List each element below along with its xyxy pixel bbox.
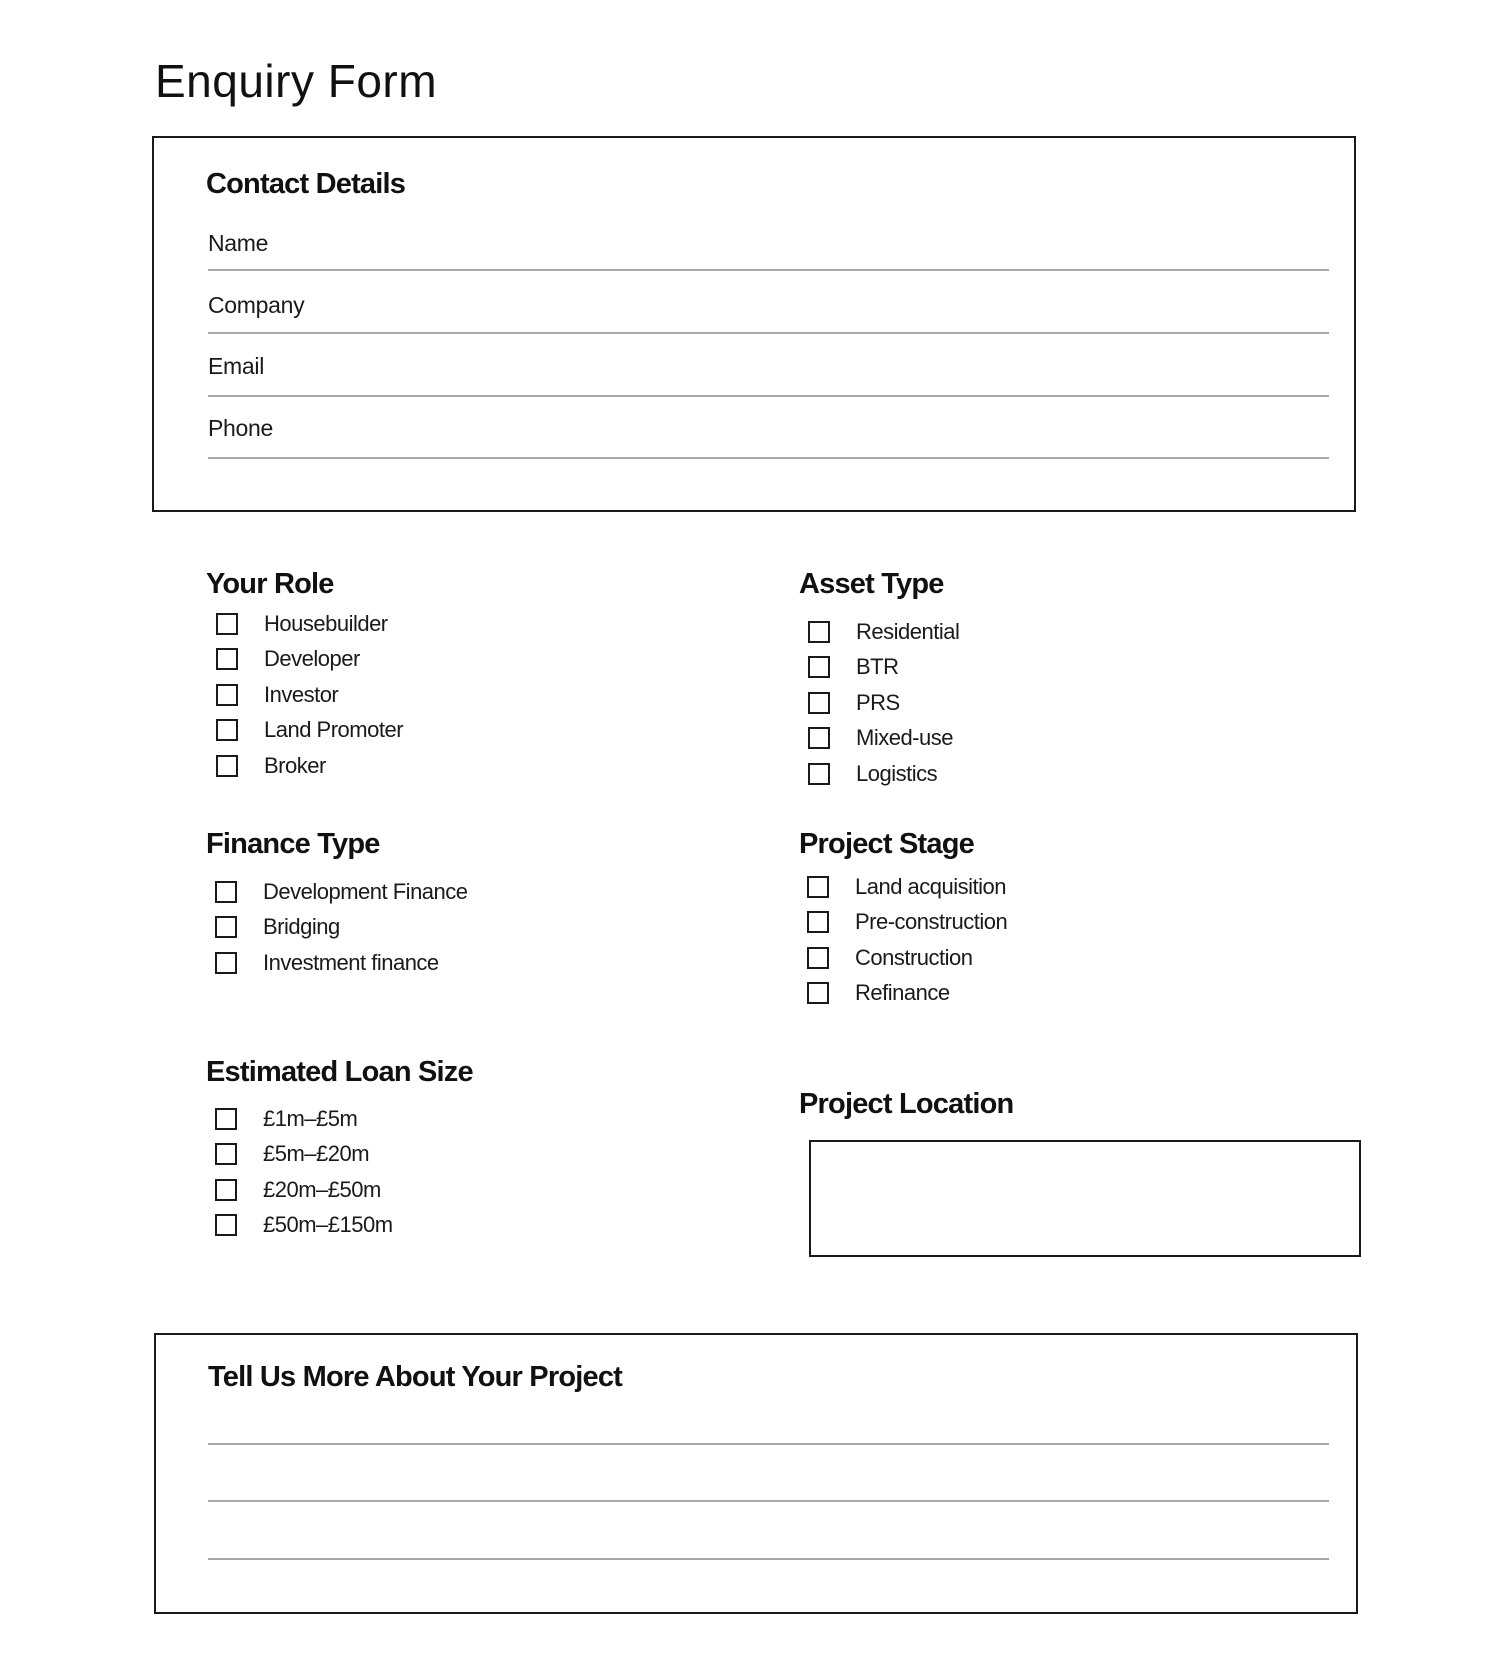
project-details-line-3[interactable] (208, 1558, 1329, 1560)
contact-details-heading: Contact Details (206, 168, 406, 200)
checkbox[interactable] (216, 719, 238, 741)
asset-option-btr[interactable] (808, 650, 959, 686)
option-label: Refinance (855, 980, 950, 1006)
company-label: Company (208, 292, 305, 318)
checkbox[interactable] (215, 916, 237, 938)
role-option-land-promoter[interactable] (216, 713, 403, 749)
option-label: PRS (856, 689, 900, 715)
option-label: £50m–£150m (263, 1212, 393, 1238)
finance-option-investment[interactable] (215, 945, 468, 981)
loan-size-heading: Estimated Loan Size (206, 1056, 473, 1088)
checkbox[interactable] (808, 656, 830, 678)
checkbox[interactable] (216, 755, 238, 777)
checkbox[interactable] (807, 911, 829, 933)
page-title: Enquiry Form (155, 55, 438, 107)
contact-details-panel (152, 136, 1356, 512)
project-location-heading: Project Location (799, 1088, 1014, 1120)
option-label: BTR (856, 654, 899, 680)
asset-type-options (808, 614, 959, 792)
finance-type-heading: Finance Type (206, 828, 380, 860)
option-label: Developer (264, 646, 360, 672)
checkbox[interactable] (807, 947, 829, 969)
finance-type-options (215, 874, 468, 981)
checkbox[interactable] (808, 727, 830, 749)
checkbox[interactable] (215, 952, 237, 974)
role-option-investor[interactable] (216, 677, 403, 713)
option-label: Housebuilder (264, 610, 388, 636)
role-option-broker[interactable] (216, 748, 403, 784)
role-option-housebuilder[interactable] (216, 606, 403, 642)
checkbox[interactable] (808, 763, 830, 785)
option-label: £20m–£50m (263, 1176, 381, 1202)
checkbox[interactable] (215, 1108, 237, 1130)
asset-type-heading: Asset Type (799, 568, 944, 600)
checkbox[interactable] (216, 684, 238, 706)
option-label: Development Finance (263, 878, 468, 904)
checkbox[interactable] (216, 613, 238, 635)
option-label: Bridging (263, 914, 340, 940)
your-role-heading: Your Role (206, 568, 334, 600)
option-label: Investor (264, 681, 339, 707)
stage-option-land-acquisition[interactable] (807, 869, 1007, 905)
email-label: Email (208, 353, 265, 379)
checkbox[interactable] (215, 881, 237, 903)
loan-option-20m-50m[interactable] (215, 1172, 393, 1208)
option-label: Construction (855, 944, 973, 970)
project-stage-options (807, 869, 1007, 1011)
checkbox[interactable] (807, 876, 829, 898)
project-details-line-2[interactable] (208, 1500, 1329, 1502)
loan-option-50m-150m[interactable] (215, 1208, 393, 1244)
checkbox[interactable] (808, 621, 830, 643)
option-label: Mixed-use (856, 725, 953, 751)
loan-size-options (215, 1101, 393, 1243)
checkbox[interactable] (807, 982, 829, 1004)
checkbox[interactable] (215, 1179, 237, 1201)
phone-field[interactable] (208, 457, 1329, 459)
checkbox[interactable] (215, 1214, 237, 1236)
option-label: £5m–£20m (263, 1141, 370, 1167)
asset-option-mixed-use[interactable] (808, 721, 959, 757)
option-label: Pre-construction (855, 909, 1008, 935)
stage-option-refinance[interactable] (807, 976, 1007, 1012)
loan-option-5m-20m[interactable] (215, 1137, 393, 1173)
asset-option-residential[interactable] (808, 614, 959, 650)
phone-label: Phone (208, 415, 274, 441)
project-location-input[interactable] (809, 1140, 1361, 1257)
option-label: Land acquisition (855, 873, 1007, 899)
option-label: £1m–£5m (263, 1105, 358, 1131)
checkbox[interactable] (216, 648, 238, 670)
checkbox[interactable] (215, 1143, 237, 1165)
option-label: Land Promoter (264, 717, 404, 743)
your-role-options (216, 606, 403, 784)
checkbox[interactable] (808, 692, 830, 714)
option-label: Residential (856, 618, 960, 644)
project-details-panel (154, 1333, 1358, 1614)
stage-option-construction[interactable] (807, 940, 1007, 976)
loan-option-1m-5m[interactable] (215, 1101, 393, 1137)
option-label: Investment finance (263, 949, 439, 975)
asset-option-logistics[interactable] (808, 756, 959, 792)
finance-option-bridging[interactable] (215, 910, 468, 946)
asset-option-prs[interactable] (808, 685, 959, 721)
finance-option-development[interactable] (215, 874, 468, 910)
project-stage-heading: Project Stage (799, 828, 974, 860)
name-label: Name (208, 230, 269, 256)
stage-option-pre-construction[interactable] (807, 905, 1007, 941)
email-field[interactable] (208, 395, 1329, 397)
project-details-line-1[interactable] (208, 1443, 1329, 1445)
option-label: Broker (264, 752, 326, 778)
option-label: Logistics (856, 760, 938, 786)
name-field[interactable] (208, 269, 1329, 271)
role-option-developer[interactable] (216, 642, 403, 678)
project-details-heading: Tell Us More About Your Project (208, 1361, 623, 1393)
company-field[interactable] (208, 332, 1329, 334)
